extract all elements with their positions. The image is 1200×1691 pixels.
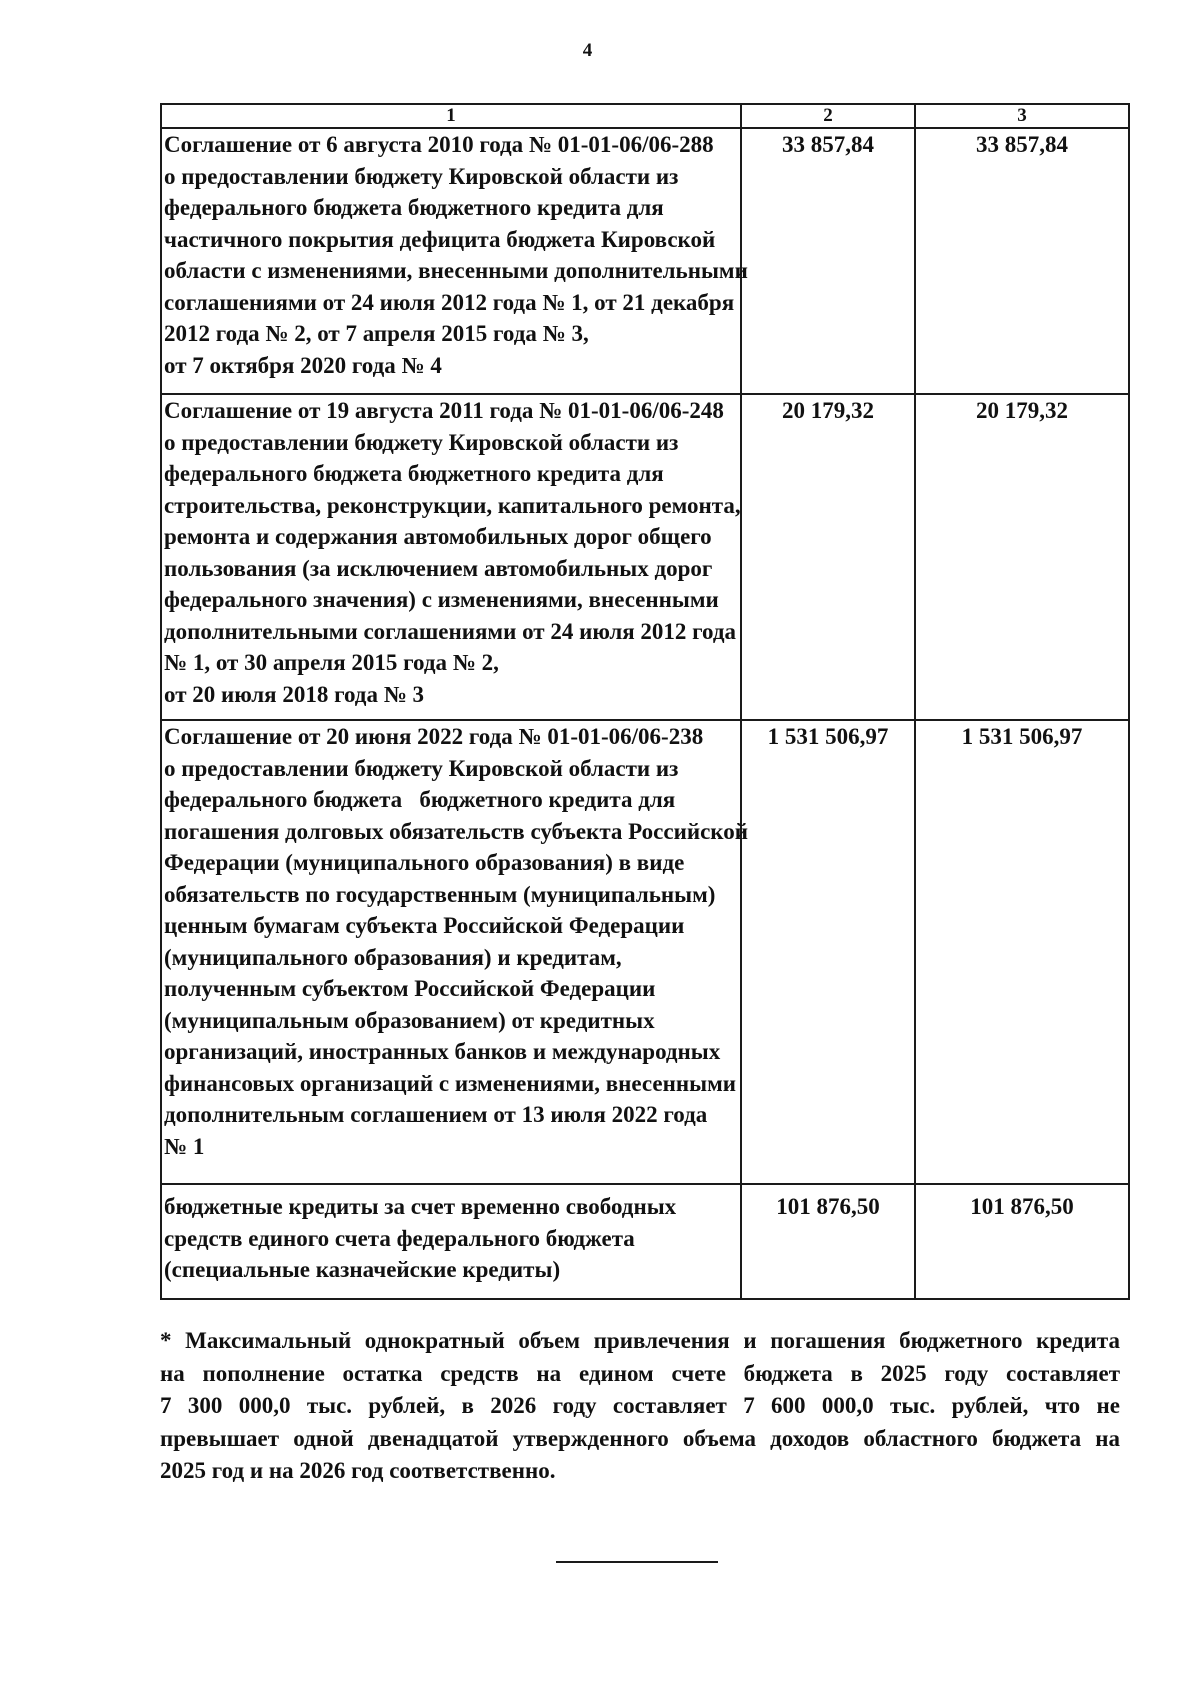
description-line: обязательств по государственным (муниципальным)	[164, 881, 716, 907]
agreement-description	[161, 720, 748, 1184]
page-number: 4	[582, 40, 593, 61]
table-row	[161, 720, 1129, 1184]
column-header-2: 2	[741, 104, 915, 128]
description-line: дополнительным соглашением от 13 июля 2022 года	[164, 1102, 708, 1127]
footnote-line: превышает одной двенадцатой утвержденного объема доходов областного бюджета на	[160, 1425, 1120, 1451]
agreement-description	[161, 128, 748, 394]
description-line: от 20 июля 2018 года № 3	[164, 681, 425, 707]
amount-col2: 33 857,84	[741, 128, 915, 394]
description-line: 2012 года № 2, от 7 апреля 2015 года № 3,	[164, 321, 589, 346]
description-line: пользования (за исключением автомобильных дорог	[164, 555, 713, 581]
column-header-1: 1	[161, 104, 741, 128]
description-line: ценным бумагам субъекта Российской Федерации	[164, 913, 685, 938]
end-of-document-rule	[556, 1561, 718, 1563]
footnote-line: 2025 год и на 2026 год соответственно.	[160, 1458, 556, 1483]
description-line: федерального значения) с изменениями, внесенными	[164, 587, 719, 612]
description-line: федерального бюджета бюджетного кредита для	[164, 461, 664, 486]
column-header-3: 3	[915, 104, 1129, 128]
amount-col2: 1 531 506,97	[741, 720, 915, 1184]
agreement-description	[161, 394, 741, 720]
description-line: федерального бюджета бюджетного кредита для	[164, 787, 676, 812]
description-line: № 1	[164, 1133, 205, 1159]
description-line: Соглашение от 6 августа 2010 года № 01-01-06/06-288	[164, 132, 714, 157]
description-line: ремонта и содержания автомобильных дорог общего	[164, 524, 712, 549]
agreement-description	[161, 1184, 741, 1299]
footnote	[160, 1325, 1120, 1488]
description-line: о предоставлении бюджету Кировской области из	[164, 429, 679, 455]
description-line: частичного покрытия дефицита бюджета Кировской	[164, 226, 716, 252]
description-line: области с изменениями, внесенными дополнительными	[164, 258, 748, 283]
table-row	[161, 1184, 1129, 1299]
table-row	[161, 394, 1129, 720]
amount-col3: 1 531 506,97	[915, 720, 1129, 1184]
description-line: строительства, реконструкции, капитального ремонта,	[164, 492, 741, 518]
table-header-row	[161, 104, 1129, 128]
description-line: от 7 октября 2020 года № 4	[164, 352, 442, 378]
credits-table	[160, 103, 1130, 1300]
description-line: о предоставлении бюджету Кировской области из	[164, 755, 679, 781]
description-line: (муниципального образования) и кредитам,	[164, 944, 622, 970]
description-line: № 1, от 30 апреля 2015 года № 2,	[164, 650, 499, 675]
description-line: Соглашение от 19 августа 2011 года № 01-01-06/06-248	[164, 398, 724, 423]
description-line: организаций, иностранных банков и международных	[164, 1039, 721, 1064]
amount-col2: 20 179,32	[741, 394, 915, 720]
footnote-line: на пополнение остатка средств на едином счете бюджета в 2025 году составляет	[160, 1360, 1120, 1386]
description-line: полученным субъектом Российской Федерации	[164, 976, 656, 1001]
description-line: средств единого счета федерального бюджета	[164, 1225, 635, 1251]
amount-col2: 101 876,50	[741, 1184, 915, 1299]
description-line: федерального бюджета бюджетного кредита для	[164, 195, 664, 220]
description-line: Федерации (муниципального образования) в виде	[164, 850, 685, 875]
table-row	[161, 128, 1129, 394]
description-line: финансовых организаций с изменениями, внесенными	[164, 1070, 736, 1096]
footnote-line: * Максимальный однократный объем привлечения и погашения бюджетного кредита	[160, 1328, 1120, 1353]
amount-col3: 33 857,84	[915, 128, 1129, 394]
amount-col3: 101 876,50	[915, 1184, 1129, 1299]
amount-col3: 20 179,32	[915, 394, 1129, 720]
description-line: дополнительными соглашениями от 24 июля 2012 года	[164, 618, 737, 644]
footnote-line: 7 300 000,0 тыс. рублей, в 2026 году составляет 7 600 000,0 тыс. рублей, что не	[160, 1393, 1120, 1418]
description-line: о предоставлении бюджету Кировской области из	[164, 163, 679, 189]
description-line: погашения долговых обязательств субъекта Российской	[164, 818, 748, 844]
description-line: бюджетные кредиты за счет временно свободных	[164, 1194, 677, 1219]
description-line: соглашениями от 24 июля 2012 года № 1, от 21 декабря	[164, 289, 735, 315]
description-line: (муниципальным образованием) от кредитных	[164, 1007, 655, 1033]
description-line: (специальные казначейские кредиты)	[164, 1257, 561, 1282]
description-line: Соглашение от 20 июня 2022 года № 01-01-06/06-238	[164, 724, 704, 749]
